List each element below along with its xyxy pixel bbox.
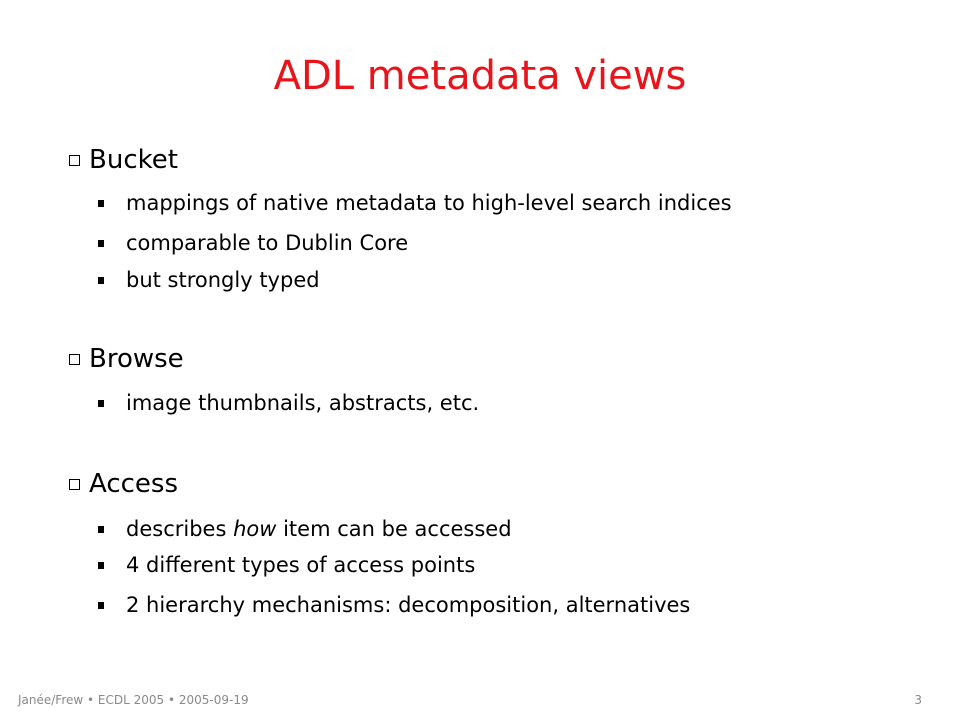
page-number: 3 (914, 693, 922, 707)
filled-square-bullet-icon (98, 200, 104, 207)
section-heading-bucket (68, 142, 178, 178)
bullet-item (98, 515, 512, 543)
section-heading-label: Access (89, 469, 179, 499)
filled-square-bullet-icon (98, 400, 104, 407)
bullet-item-text: 4 different types of access points (126, 553, 476, 577)
filled-square-bullet-icon (98, 277, 104, 284)
bullet-item-text: comparable to Dublin Core (126, 231, 409, 255)
bullet-text-before: describes (126, 517, 234, 541)
bullet-item-text: image thumbnails, abstracts, etc. (126, 391, 480, 415)
bullet-item (98, 591, 690, 619)
filled-square-bullet-icon (98, 602, 104, 609)
bullet-item (98, 266, 320, 294)
bullet-item-text (126, 515, 512, 543)
bullet-item-text: 2 hierarchy mechanisms: decomposition, alternatives (126, 593, 691, 617)
bullet-item-text: mappings of native metadata to high-level search indices (126, 191, 732, 215)
bullet-item-text: but strongly typed (126, 268, 320, 292)
section-heading-access (68, 466, 178, 502)
slide-title: ADL metadata views (273, 53, 687, 99)
section-heading-label: Browse (89, 344, 184, 374)
filled-square-bullet-icon (98, 562, 104, 569)
section-heading-browse (68, 341, 184, 377)
bullet-item (98, 389, 479, 417)
hollow-square-bullet-icon (69, 354, 80, 365)
footer-credits: Janée/Frew • ECDL 2005 • 2005-09-19 (18, 693, 249, 707)
bullet-text-after: item can be accessed (276, 517, 512, 541)
bullet-item (98, 189, 732, 217)
hollow-square-bullet-icon (69, 155, 80, 166)
hollow-square-bullet-icon (69, 479, 80, 490)
bullet-list (68, 0, 948, 680)
filled-square-bullet-icon (98, 526, 104, 533)
emphasized-word: how (233, 517, 277, 541)
bullet-item (98, 551, 475, 579)
section-heading-label: Bucket (89, 145, 178, 175)
bullet-item (98, 229, 408, 257)
filled-square-bullet-icon (98, 240, 104, 247)
